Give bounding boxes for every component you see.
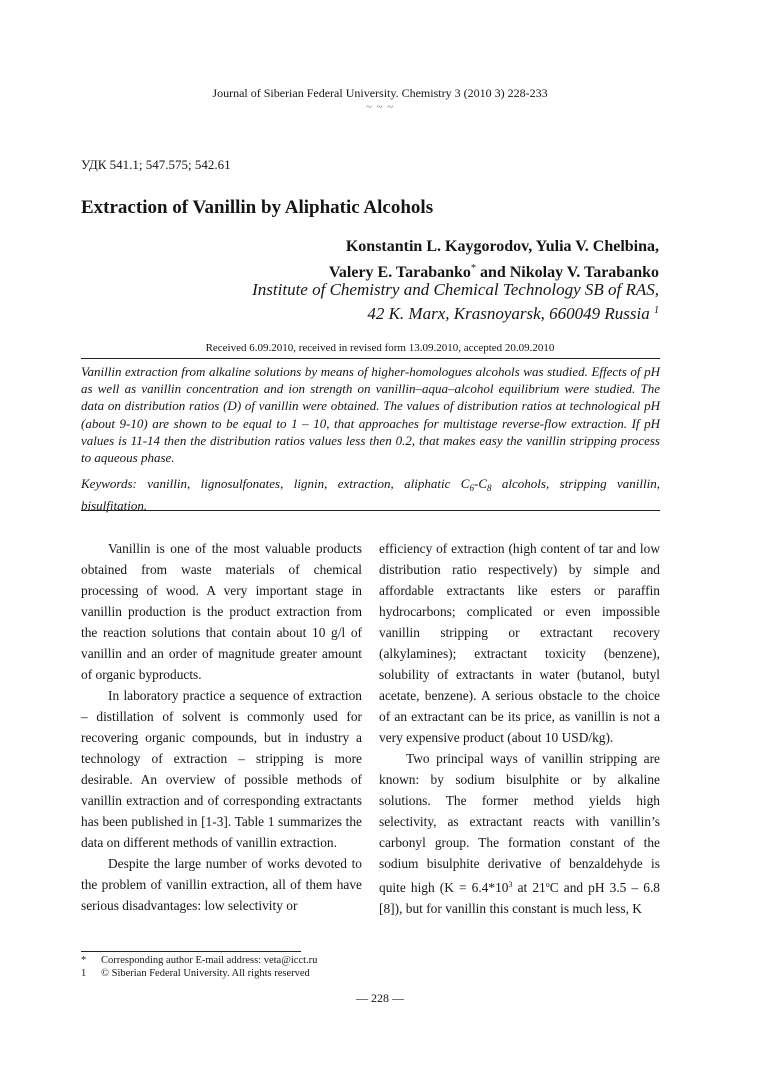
keywords-text-a: Keywords: vanillin, lignosulfonates, lignin, extraction, aliphatic C <box>81 476 470 491</box>
keywords-subscript-6: 6 <box>469 483 474 493</box>
footnote-mark: * <box>81 955 87 966</box>
author-tarabanko-valery: Valery E. Tarabanko <box>328 264 471 281</box>
body-column-right <box>379 538 660 919</box>
body-column-left <box>81 538 362 916</box>
keywords-dash: -C <box>473 476 487 491</box>
degree-superscript: o <box>545 880 550 889</box>
authors-line-1: Konstantin L. Kaygorodov, Yulia V. Chelbina, <box>345 238 659 255</box>
footnote-rule <box>81 951 301 952</box>
author-tarabanko-nikolay: and Nikolay V. Tarabanko <box>475 264 659 281</box>
affiliation-line-1: Institute of Chemistry and Chemical Technology SB of RAS, <box>252 280 659 299</box>
superscript: 3 <box>508 880 513 889</box>
paragraph: Despite the large number of works devoted to the problem of vanillin extraction, all of them have serious disadvantages: low selectivity or <box>81 856 362 913</box>
affiliation-address: 42 K. Marx, Krasnoyarsk, 660049 Russia <box>367 304 654 323</box>
journal-header: Journal of Siberian Federal University. Chemistry 3 (2010 3) 228-233 <box>212 86 548 100</box>
paragraph: In laboratory practice a sequence of extraction – distillation of solvent is commonly used for recovering organic compounds, but in industry a technology of extraction – stripping is more desirable. An overview of possible methods of vanillin extraction and of corresponding extractants has been published in [1-3]. Table 1 summarizes the data on different methods of vanillin extraction. <box>81 688 362 850</box>
affiliation-footnote-mark: 1 <box>654 305 659 316</box>
paragraph: efficiency of extraction (high content of tar and low distribution ratio respectively) by simple and affordable extractants like esters or paraffin hydrocarbons; complicated or even impossible vanillin stripping or extractant recovery (alkylamines); extractant toxicity (benzene), solubility of extractants in water (butanol, butyl acetate, benzene). A serious obstacle to the choice of an extractant can be its price, as vanillin is not a very expensive product (about 10 USD/kg). <box>379 541 660 745</box>
footnote-mark: 1 <box>81 968 87 979</box>
keywords-subscript-8: 8 <box>486 483 492 493</box>
page-number: — 228 — <box>356 991 404 1005</box>
paragraph <box>379 748 660 919</box>
received-dates: Received 6.09.2010, received in revised form 13.09.2010, accepted 20.09.2010 <box>205 342 555 354</box>
corresponding-author-mark: * <box>470 263 476 274</box>
paragraph-text: C and pH 3.5 – 6.8 [8]), but for vanillin this constant is much less, K <box>379 880 660 916</box>
abstract: Vanillin extraction from alkaline solutions by means of higher-homologues alcohols was studied. Effects of pH as well as vanillin concentration and ion strength on vanillin–aqua–alcohol equilibrium were studied. The data on distribution ratios (D) of vanillin were obtained. The values of distribution ratios at technological pH (about 9-10) are shown to be equal to 1 – 10, that approaches for multistage reverse-flow extraction. If pH values is 11-14 then the distribution ratios values less then 0.2, that makes easy the vanillin stripping process to aqueous phase. <box>81 364 660 466</box>
keywords-text-b: alcohols, stripping vanillin, bisulfitation. <box>81 476 660 514</box>
affiliation-line-2 <box>252 300 659 324</box>
abstract-top-rule <box>81 358 660 359</box>
footnote-copyright <box>81 967 310 980</box>
paragraph: Vanillin is one of the most valuable products obtained from waste materials of chemical processing of wood. A very important stage in vanillin production is the product extraction from the reaction solutions that contain about 10 g/l of vanillin and an order of magnitude greater amount of organic byproducts. <box>81 541 362 682</box>
author-list <box>329 236 659 284</box>
article-title: Extraction of Vanillin by Aliphatic Alcohols <box>81 197 434 218</box>
footnote-corresponding <box>81 954 317 967</box>
paragraph-text: at 21 <box>512 880 546 895</box>
affiliation <box>252 279 659 324</box>
footnote-text: © Siberian Federal University. All rights reserved <box>101 968 310 979</box>
abstract-bottom-rule <box>81 510 660 511</box>
footnote-text: Corresponding author E-mail address: veta@icct.ru <box>101 955 318 966</box>
header-ornament: ~ ~ ~ <box>365 101 395 113</box>
udk-code: УДК 541.1; 547.575; 542.61 <box>81 157 231 172</box>
keywords <box>81 475 660 514</box>
paragraph-text: Two principal ways of vanillin stripping are known: by sodium bisulphite or by alkaline solutions. The former method yields high selectivity, as extractant reacts with vanillin’s carbonyl group. The formation constant of the sodium bisulphite derivative of benzaldehyde is quite high (K = 6.4*10 <box>379 751 660 895</box>
